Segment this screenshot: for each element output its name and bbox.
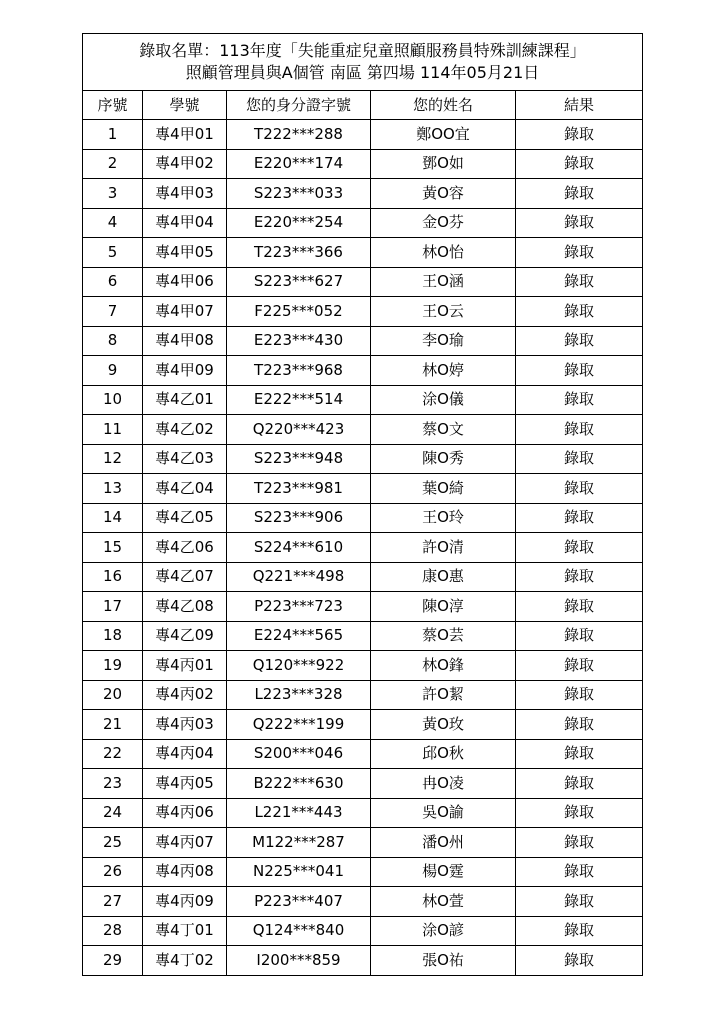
student-id-cell: 專4乙07	[143, 562, 227, 592]
table-row	[83, 739, 643, 769]
national-id-cell: L221***443	[227, 798, 371, 828]
student-id-cell: 專4乙09	[143, 621, 227, 651]
table-row	[83, 179, 643, 209]
student-id-cell: 專4甲07	[143, 297, 227, 327]
table-row	[83, 562, 643, 592]
table-row	[83, 356, 643, 386]
national-id-cell: L223***328	[227, 680, 371, 710]
student-id-cell: 專4甲06	[143, 267, 227, 297]
student-id-cell: 專4乙02	[143, 415, 227, 445]
national-id-cell: T223***366	[227, 238, 371, 268]
serial-cell: 23	[83, 769, 143, 799]
table-row	[83, 946, 643, 976]
student-id-cell: 專4乙08	[143, 592, 227, 622]
national-id-cell: S223***033	[227, 179, 371, 209]
document-title	[83, 34, 643, 91]
student-id-cell: 專4乙03	[143, 444, 227, 474]
national-id-cell: T222***288	[227, 120, 371, 150]
table-row	[83, 621, 643, 651]
national-id-cell: P223***407	[227, 887, 371, 917]
table-row	[83, 533, 643, 563]
student-id-cell: 專4甲08	[143, 326, 227, 356]
name-cell: 林O萱	[371, 887, 516, 917]
result-cell: 錄取	[516, 238, 643, 268]
serial-cell: 18	[83, 621, 143, 651]
national-id-cell: Q222***199	[227, 710, 371, 740]
result-cell: 錄取	[516, 297, 643, 327]
name-cell: 蔡O文	[371, 415, 516, 445]
national-id-cell: E222***514	[227, 385, 371, 415]
serial-cell: 28	[83, 916, 143, 946]
national-id-cell: S223***948	[227, 444, 371, 474]
result-cell: 錄取	[516, 739, 643, 769]
result-cell: 錄取	[516, 149, 643, 179]
table-row	[83, 238, 643, 268]
column-header-serial: 序號	[83, 91, 143, 120]
result-cell: 錄取	[516, 120, 643, 150]
name-cell: 林O婷	[371, 356, 516, 386]
result-cell: 錄取	[516, 798, 643, 828]
national-id-cell: N225***041	[227, 857, 371, 887]
serial-cell: 14	[83, 503, 143, 533]
student-id-cell: 專4丙08	[143, 857, 227, 887]
name-cell: 許O絜	[371, 680, 516, 710]
table-row	[83, 503, 643, 533]
result-cell: 錄取	[516, 680, 643, 710]
result-cell: 錄取	[516, 621, 643, 651]
national-id-cell: T223***981	[227, 474, 371, 504]
table-row	[83, 592, 643, 622]
result-cell: 錄取	[516, 474, 643, 504]
serial-cell: 26	[83, 857, 143, 887]
name-cell: 冉O凌	[371, 769, 516, 799]
serial-cell: 5	[83, 238, 143, 268]
student-id-cell: 專4丙06	[143, 798, 227, 828]
name-cell: 王O玲	[371, 503, 516, 533]
student-id-cell: 專4丙03	[143, 710, 227, 740]
table-row	[83, 857, 643, 887]
national-id-cell: E224***565	[227, 621, 371, 651]
national-id-cell: E220***254	[227, 208, 371, 238]
student-id-cell: 專4丁01	[143, 916, 227, 946]
name-cell: 陳O秀	[371, 444, 516, 474]
serial-cell: 9	[83, 356, 143, 386]
table-row	[83, 326, 643, 356]
table-body	[83, 120, 643, 976]
serial-cell: 13	[83, 474, 143, 504]
national-id-cell: S223***906	[227, 503, 371, 533]
result-cell: 錄取	[516, 503, 643, 533]
serial-cell: 1	[83, 120, 143, 150]
result-cell: 錄取	[516, 208, 643, 238]
serial-cell: 6	[83, 267, 143, 297]
table-row	[83, 385, 643, 415]
student-id-cell: 專4丙02	[143, 680, 227, 710]
table-row	[83, 798, 643, 828]
result-cell: 錄取	[516, 887, 643, 917]
name-cell: 楊O霆	[371, 857, 516, 887]
serial-cell: 24	[83, 798, 143, 828]
national-id-cell: F225***052	[227, 297, 371, 327]
table-row	[83, 208, 643, 238]
result-cell: 錄取	[516, 326, 643, 356]
national-id-cell: E223***430	[227, 326, 371, 356]
result-cell: 錄取	[516, 356, 643, 386]
serial-cell: 15	[83, 533, 143, 563]
national-id-cell: B222***630	[227, 769, 371, 799]
table-row	[83, 120, 643, 150]
name-cell: 張O祐	[371, 946, 516, 976]
table-row	[83, 680, 643, 710]
name-cell: 許O清	[371, 533, 516, 563]
national-id-cell: Q124***840	[227, 916, 371, 946]
serial-cell: 21	[83, 710, 143, 740]
student-id-cell: 專4乙06	[143, 533, 227, 563]
serial-cell: 8	[83, 326, 143, 356]
admission-table	[82, 33, 643, 976]
title-line-1: 錄取名單：113年度「失能重症兒童照顧服務員特殊訓練課程」	[139, 41, 586, 60]
table-row	[83, 916, 643, 946]
name-cell: 邱O秋	[371, 739, 516, 769]
table-row	[83, 444, 643, 474]
name-cell: 林O鋒	[371, 651, 516, 681]
table-row	[83, 828, 643, 858]
national-id-cell: S224***610	[227, 533, 371, 563]
name-cell: 涂O諺	[371, 916, 516, 946]
result-cell: 錄取	[516, 857, 643, 887]
name-cell: 康O惠	[371, 562, 516, 592]
national-id-cell: S200***046	[227, 739, 371, 769]
serial-cell: 16	[83, 562, 143, 592]
serial-cell: 10	[83, 385, 143, 415]
table-row	[83, 474, 643, 504]
serial-cell: 11	[83, 415, 143, 445]
result-cell: 錄取	[516, 533, 643, 563]
serial-cell: 29	[83, 946, 143, 976]
national-id-cell: I200***859	[227, 946, 371, 976]
national-id-cell: Q221***498	[227, 562, 371, 592]
serial-cell: 12	[83, 444, 143, 474]
result-cell: 錄取	[516, 444, 643, 474]
table-row	[83, 887, 643, 917]
name-cell: 涂O儀	[371, 385, 516, 415]
serial-cell: 2	[83, 149, 143, 179]
result-cell: 錄取	[516, 946, 643, 976]
student-id-cell: 專4甲05	[143, 238, 227, 268]
result-cell: 錄取	[516, 916, 643, 946]
title-line-2: 照顧管理員與A個管 南區 第四場 114年05月21日	[185, 63, 540, 82]
name-cell: 王O云	[371, 297, 516, 327]
serial-cell: 17	[83, 592, 143, 622]
result-cell: 錄取	[516, 828, 643, 858]
student-id-cell: 專4甲04	[143, 208, 227, 238]
result-cell: 錄取	[516, 179, 643, 209]
result-cell: 錄取	[516, 592, 643, 622]
serial-cell: 20	[83, 680, 143, 710]
table-row	[83, 297, 643, 327]
student-id-cell: 專4甲02	[143, 149, 227, 179]
table-row	[83, 267, 643, 297]
result-cell: 錄取	[516, 769, 643, 799]
name-cell: 潘O州	[371, 828, 516, 858]
student-id-cell: 專4丁02	[143, 946, 227, 976]
student-id-cell: 專4丙01	[143, 651, 227, 681]
national-id-cell: M122***287	[227, 828, 371, 858]
result-cell: 錄取	[516, 562, 643, 592]
column-header-name: 您的姓名	[371, 91, 516, 120]
column-header-result: 結果	[516, 91, 643, 120]
name-cell: 鄧O如	[371, 149, 516, 179]
table-row	[83, 769, 643, 799]
result-cell: 錄取	[516, 267, 643, 297]
student-id-cell: 專4甲03	[143, 179, 227, 209]
table-row	[83, 651, 643, 681]
name-cell: 黃O玫	[371, 710, 516, 740]
table-row	[83, 415, 643, 445]
result-cell: 錄取	[516, 651, 643, 681]
national-id-cell: Q220***423	[227, 415, 371, 445]
result-cell: 錄取	[516, 385, 643, 415]
name-cell: 金O芬	[371, 208, 516, 238]
column-header-national-id: 您的身分證字號	[227, 91, 371, 120]
student-id-cell: 專4乙04	[143, 474, 227, 504]
student-id-cell: 專4丙05	[143, 769, 227, 799]
table-row	[83, 149, 643, 179]
national-id-cell: T223***968	[227, 356, 371, 386]
student-id-cell: 專4甲09	[143, 356, 227, 386]
result-cell: 錄取	[516, 415, 643, 445]
name-cell: 吳O諭	[371, 798, 516, 828]
national-id-cell: E220***174	[227, 149, 371, 179]
national-id-cell: S223***627	[227, 267, 371, 297]
name-cell: 葉O綺	[371, 474, 516, 504]
student-id-cell: 專4乙05	[143, 503, 227, 533]
serial-cell: 4	[83, 208, 143, 238]
serial-cell: 27	[83, 887, 143, 917]
serial-cell: 19	[83, 651, 143, 681]
name-cell: 蔡O芸	[371, 621, 516, 651]
name-cell: 黃O容	[371, 179, 516, 209]
serial-cell: 25	[83, 828, 143, 858]
title-row	[83, 34, 643, 91]
student-id-cell: 專4乙01	[143, 385, 227, 415]
student-id-cell: 專4丙04	[143, 739, 227, 769]
student-id-cell: 專4丙07	[143, 828, 227, 858]
column-header-student-id: 學號	[143, 91, 227, 120]
name-cell: 李O瑜	[371, 326, 516, 356]
result-cell: 錄取	[516, 710, 643, 740]
name-cell: 陳O淳	[371, 592, 516, 622]
student-id-cell: 專4甲01	[143, 120, 227, 150]
name-cell: 鄭OO宜	[371, 120, 516, 150]
table-row	[83, 710, 643, 740]
admission-list-sheet	[82, 33, 642, 976]
name-cell: 王O涵	[371, 267, 516, 297]
serial-cell: 3	[83, 179, 143, 209]
table-header-row	[83, 91, 643, 120]
serial-cell: 7	[83, 297, 143, 327]
name-cell: 林O怡	[371, 238, 516, 268]
national-id-cell: Q120***922	[227, 651, 371, 681]
serial-cell: 22	[83, 739, 143, 769]
national-id-cell: P223***723	[227, 592, 371, 622]
student-id-cell: 專4丙09	[143, 887, 227, 917]
